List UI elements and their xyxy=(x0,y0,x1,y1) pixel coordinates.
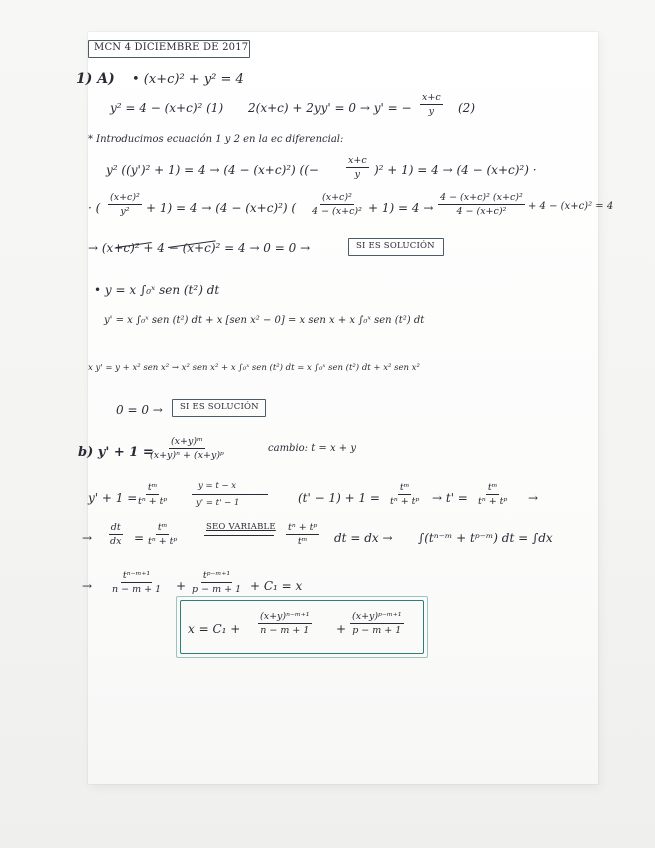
part-b-line-2-fraction-1: $\frac{\text{tᵐ}}{\text{tⁿ + tᵖ}}$ xyxy=(138,482,168,507)
part-b-line-2-fraction-3: $\frac{\text{tᵐ}}{\text{tⁿ + tᵖ}}$ xyxy=(478,482,508,507)
part-a-eq2-label: (2) xyxy=(458,101,475,115)
intro-line-2-fraction-3: $\frac{\text{4 − (x+c)² (x+c)²}}{\text{4 − (x+c)²}}$ xyxy=(440,192,523,217)
final-result-fraction-1: $\frac{\text{(x+y)ⁿ⁻ᵐ⁺¹}}{n - m + 1}$ xyxy=(260,611,310,636)
part-a-eq2-fraction: $\frac{x+c}{y}$ xyxy=(422,92,441,117)
part-b-line-2-arrow-top: y = t − x xyxy=(198,481,237,491)
header-date: MCN 4 DICIEMBRE DE 2017 xyxy=(94,42,249,53)
part-b-change: cambio: t = x + y xyxy=(268,443,356,454)
intro-line-1: y² ((y')² + 1) = 4 → (4 − (x+c)²) ((− xyxy=(106,163,319,177)
part-b-line-3-equals: = xyxy=(134,531,145,545)
part-b-line-4-plus: + xyxy=(176,579,187,593)
notebook-sheet xyxy=(76,32,614,784)
intro-line-2-tail: + 4 − (x+c)² = 4 xyxy=(528,201,614,212)
part-a-eq1: y² = 4 − (x+c)² (1) xyxy=(110,101,224,115)
part-b-line-3-fraction-3: $\frac{\text{tⁿ + tᵖ}}{\text{tᵐ}}$ xyxy=(288,522,318,547)
bullet-b-zero: 0 = 0 → xyxy=(116,403,163,417)
part-b-line-4-start: → xyxy=(82,579,93,593)
part-b-line-3-arrow xyxy=(204,535,274,536)
intro-line-2-start: · ( xyxy=(88,201,101,215)
part-a-eq2: 2(x+c) + 2yy' = 0 → y' = − xyxy=(248,101,412,115)
intro-line-1-end: )² + 1) = 4 → (4 − (x+c)²) · xyxy=(374,163,537,177)
part-b-line-3-fraction-1: $\frac{dt}{dx}$ xyxy=(110,522,122,547)
part-b-line-3-start: → xyxy=(82,531,93,545)
intro-line-2-mid: + 1) = 4 → (4 − (x+c)²) ( xyxy=(146,201,297,215)
part-b-line-4-end: + C₁ = x xyxy=(250,579,303,593)
part-b-line-3-tail: dt = dx → xyxy=(334,531,393,545)
final-result-fraction-2: $\frac{\text{(x+y)ᵖ⁻ᵐ⁺¹}}{p - m + 1}$ xyxy=(352,611,402,636)
bullet-b-check: x y' = y + x² sen x² → x² sen x² + x ∫₀ˣ sen (t²) dt = x ∫₀ˣ sen (t²) dt + x² sen x² xyxy=(88,363,420,373)
part-b-line-3-integral: ∫(tⁿ⁻ᵐ + tᵖ⁻ᵐ) dt = ∫dx xyxy=(418,531,553,545)
part-b-line-2-mid: (t' − 1) + 1 = xyxy=(298,491,380,505)
bullet-b-equation: • y = x ∫₀ˣ sen (t²) dt xyxy=(94,283,220,297)
part-a-label: 1) A) xyxy=(76,71,115,87)
final-result-plus: + xyxy=(336,622,347,636)
part-b-line-2-trailing-arrow: → xyxy=(528,491,539,505)
part-b-line-4-fraction-2: $\frac{\text{tᵖ⁻ᵐ⁺¹}}{p - m + 1}$ xyxy=(192,570,242,595)
intro-line-3: → (x+c)² + 4 − (x+c)² = 4 → 0 = 0 → xyxy=(88,241,311,255)
intro-line-1-fraction: $\frac{x+c}{y}$ xyxy=(348,155,367,180)
part-b-line-3-fraction-2: $\frac{\text{tᵐ}}{\text{tⁿ + tᵖ}}$ xyxy=(148,522,178,547)
part-b-line-4-fraction-1: $\frac{\text{tⁿ⁻ᵐ⁺¹}}{n - m + 1}$ xyxy=(112,570,162,595)
intro-line-2-after: + 1) = 4 → xyxy=(368,201,434,215)
part-b-fraction: $\frac{\text{(x+y)ᵐ}}{\text{(x+y)ⁿ + (x+y)ᵖ}}$ xyxy=(150,436,224,461)
part-b-label: b) y' + 1 = xyxy=(78,445,154,460)
intro-line-2-fraction-2: $\frac{\text{(x+c)²}}{\text{4 − (x+c)²}}$ xyxy=(312,192,362,217)
solution-box-1-text: SI ES SOLUCIÓN xyxy=(356,241,435,251)
intro-line-2-fraction-1: $\frac{\text{(x+c)²}}{\text{y²}}$ xyxy=(110,192,140,217)
part-b-line-2-start: y' + 1 = xyxy=(88,491,138,505)
part-b-line-3-arrow-label: SEO VARIABLE xyxy=(206,522,276,532)
intro-note: * Introducimos ecuación 1 y 2 en la ec diferencial: xyxy=(88,134,344,145)
part-b-line-2-arrow-bottom: y' = t' − 1 xyxy=(196,498,240,508)
final-result-x: x = C₁ + xyxy=(188,622,241,636)
solution-box-2-text: SI ES SOLUCIÓN xyxy=(180,402,259,412)
part-b-line-2-arrow xyxy=(192,494,268,495)
part-b-line-2-end: → t' = xyxy=(432,491,468,505)
part-a-equation: • (x+c)² + y² = 4 xyxy=(132,72,244,87)
bullet-b-derivative: y' = x ∫₀ˣ sen (t²) dt + x [sen x² − 0] = x sen x + x ∫₀ˣ sen (t²) dt xyxy=(104,315,425,326)
part-b-line-2-fraction-2: $\frac{\text{tᵐ}}{\text{tⁿ + tᵖ}}$ xyxy=(390,482,420,507)
